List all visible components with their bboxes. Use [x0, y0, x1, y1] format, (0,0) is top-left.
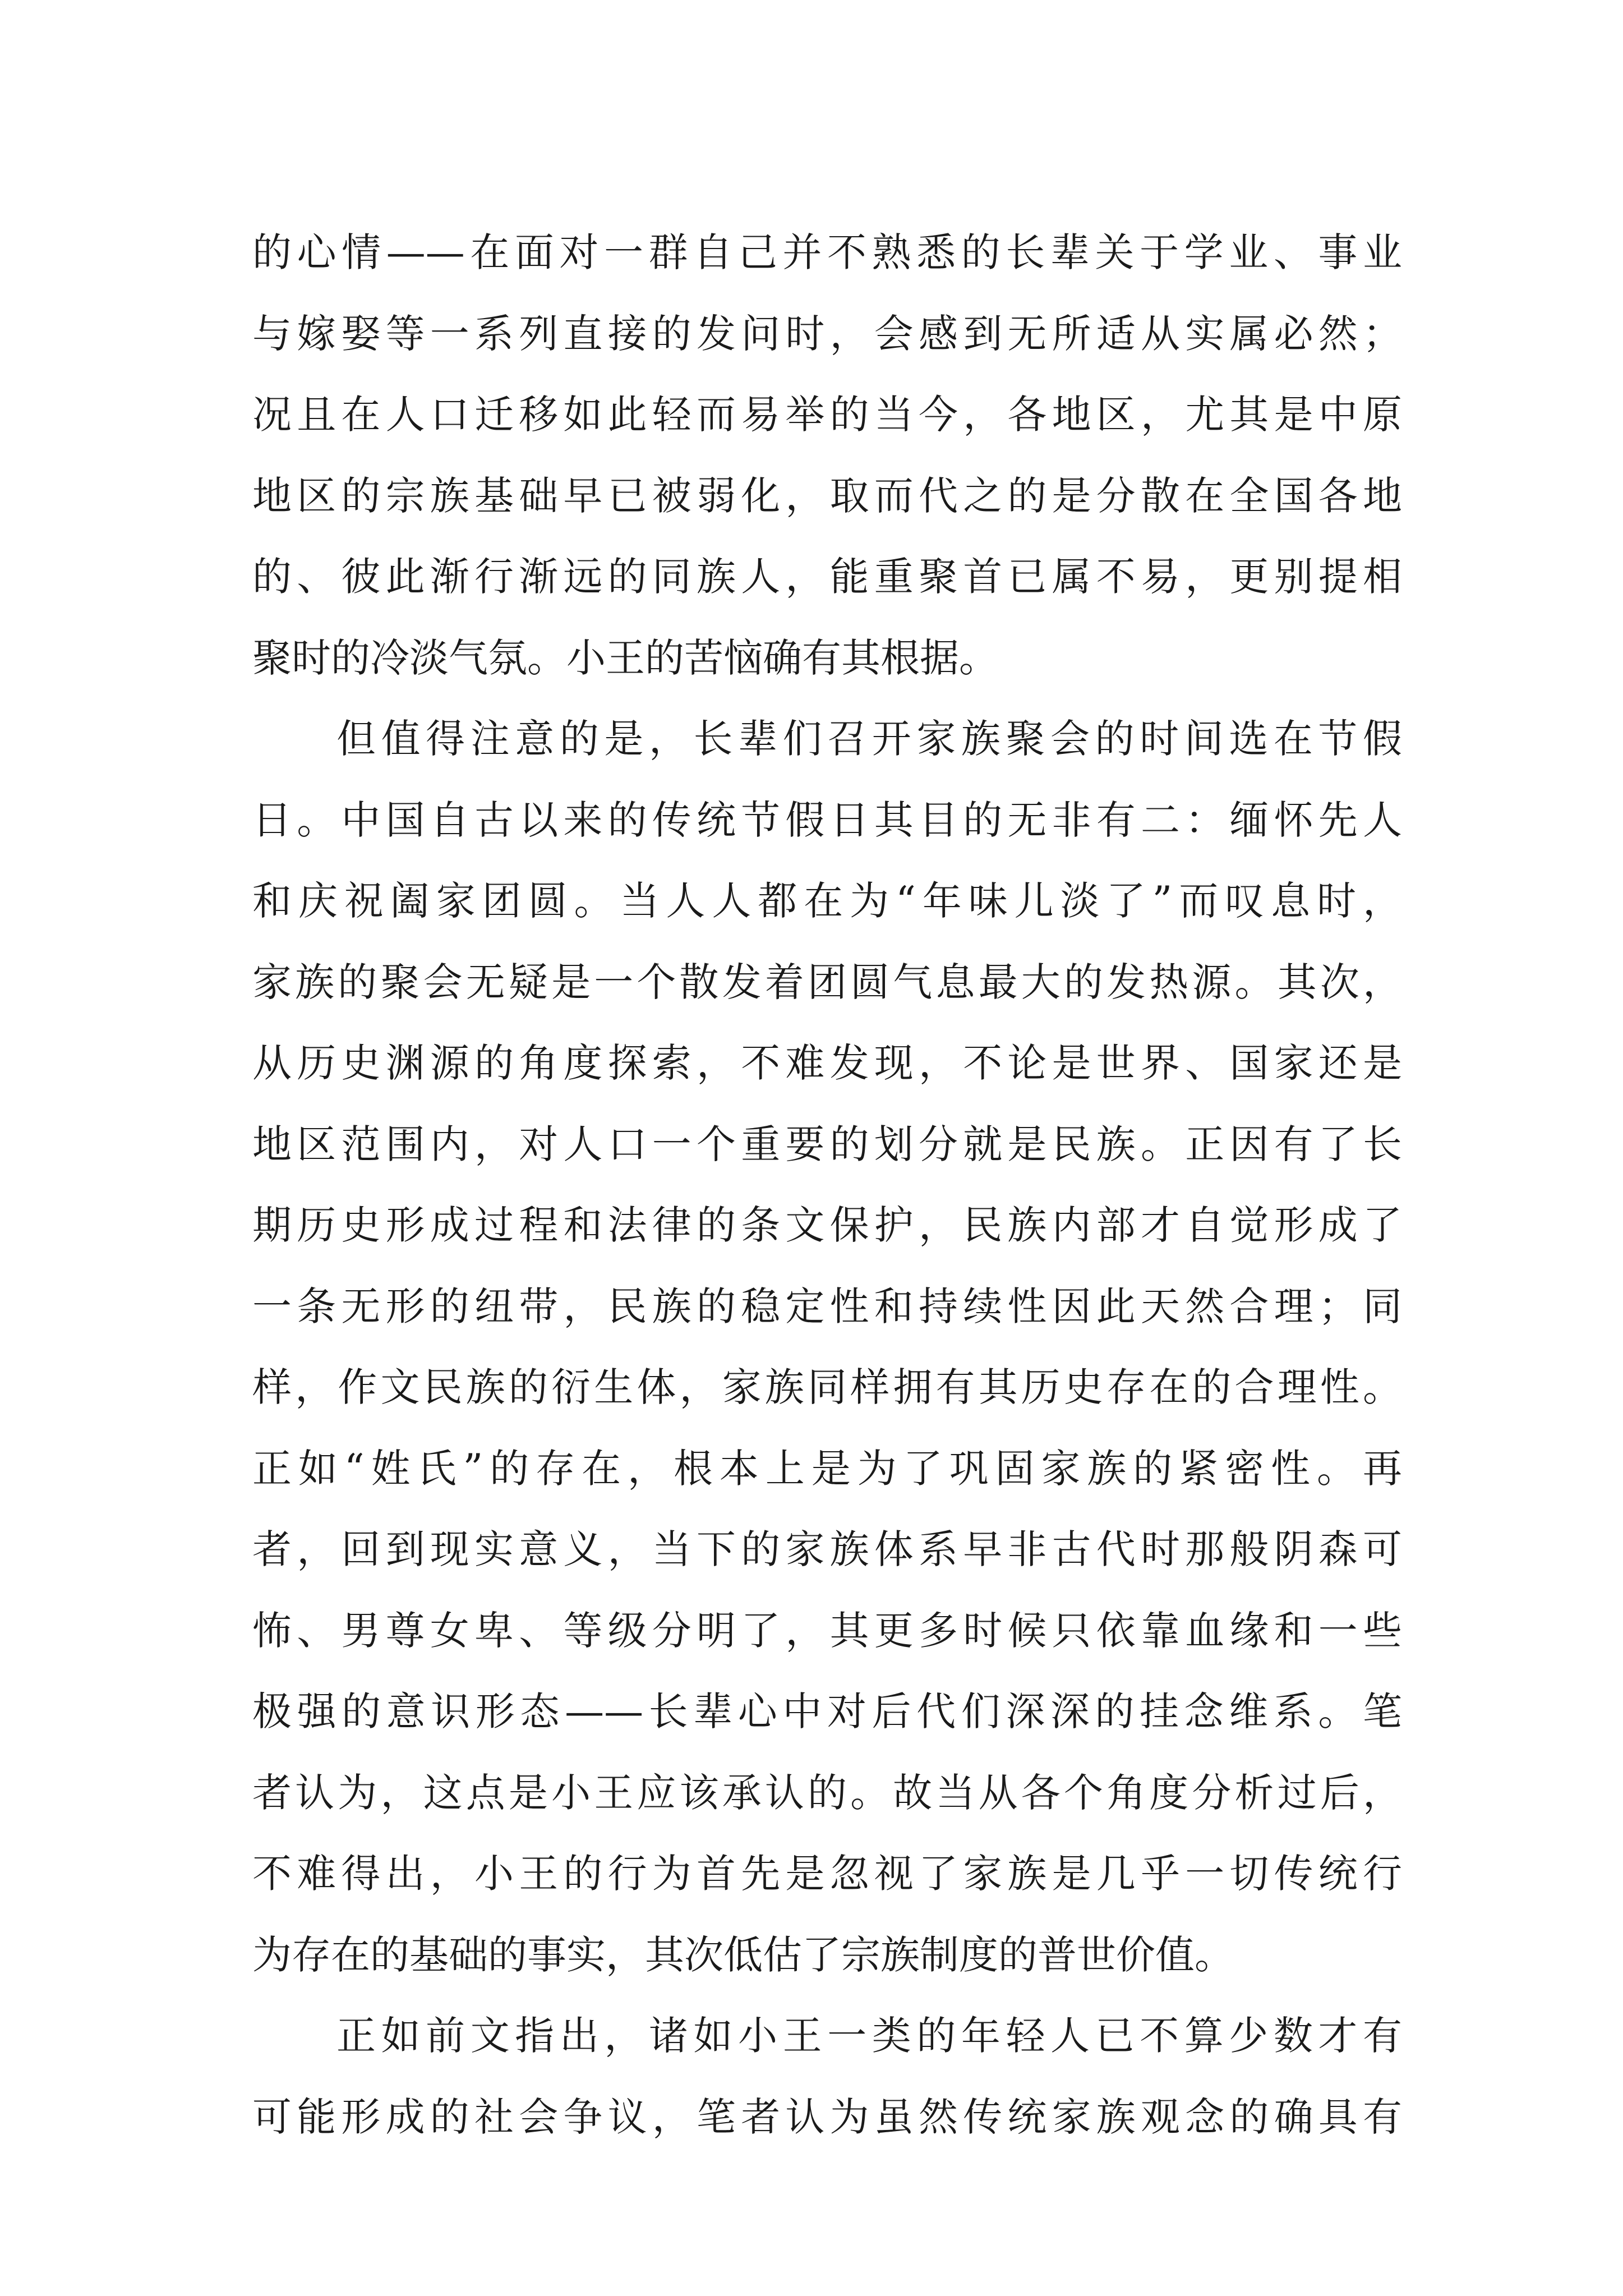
- text-line: 地区的宗族基础早已被弱化，取而代之的是分散在全国各地: [252, 472, 1402, 519]
- text-line: 为存在的基础的事实，其次低估了宗族制度的普世价值。: [252, 1931, 1234, 1978]
- text-line: 一条无形的纽带，民族的稳定性和持续性因此天然合理；同: [252, 1283, 1402, 1329]
- text-line: 期历史形成过程和法律的条文保护，民族内部才自觉形成了: [252, 1202, 1402, 1248]
- text-line: 况且在人口迁移如此轻而易举的当今，各地区，尤其是中原: [252, 392, 1402, 438]
- text-line: 的、彼此渐行渐远的同族人，能重聚首已属不易，更别提相: [252, 554, 1402, 600]
- text-line: 正如前文指出，诸如小王一类的年轻人已不算少数才有: [336, 2013, 1402, 2059]
- text-line: 和庆祝阖家团圆。当人人都在为“年味儿淡了”而叹息时，: [252, 878, 1402, 924]
- text-line: 正如“姓氏”的存在，根本上是为了巩固家族的紧密性。再: [252, 1445, 1402, 1492]
- text-line: 与嫁娶等一系列直接的发问时，会感到无所适从实属必然；: [252, 310, 1402, 357]
- text-line: 不难得出，小王的行为首先是忽视了家族是几乎一切传统行: [252, 1851, 1402, 1897]
- text-line: 但值得注意的是，长辈们召开家族聚会的时间选在节假: [336, 716, 1402, 762]
- text-line: 从历史渊源的角度探索，不难发现，不论是世界、国家还是: [252, 1040, 1402, 1086]
- text-line: 可能形成的社会争议，笔者认为虽然传统家族观念的确具有: [252, 2093, 1402, 2140]
- text-line: 地区范围内，对人口一个重要的划分就是民族。正因有了长: [252, 1121, 1402, 1167]
- text-line: 聚时的冷淡气氛。小王的苦恼确有其根据。: [252, 634, 998, 681]
- text-line: 日。中国自古以来的传统节假日其目的无非有二：缅怀先人: [252, 797, 1402, 843]
- text-line: 者认为，这点是小王应该承认的。故当从各个角度分析过后，: [252, 1769, 1402, 1816]
- text-line: 极强的意识形态——长辈心中对后代们深深的挂念维系。笔: [252, 1688, 1402, 1734]
- text-line: 者，回到现实意义，当下的家族体系早非古代时那般阴森可: [252, 1526, 1402, 1572]
- text-line: 家族的聚会无疑是一个散发着团圆气息最大的发热源。其次，: [252, 959, 1402, 1005]
- text-line: 怖、男尊女卑、等级分明了，其更多时候只依靠血缘和一些: [252, 1607, 1402, 1654]
- body-text: [252, 212, 1402, 2157]
- text-line: 样，作文民族的衍生体，家族同样拥有其历史存在的合理性。: [252, 1364, 1402, 1410]
- text-line: 的心情——在面对一群自己并不熟悉的长辈关于学业、事业: [252, 229, 1402, 275]
